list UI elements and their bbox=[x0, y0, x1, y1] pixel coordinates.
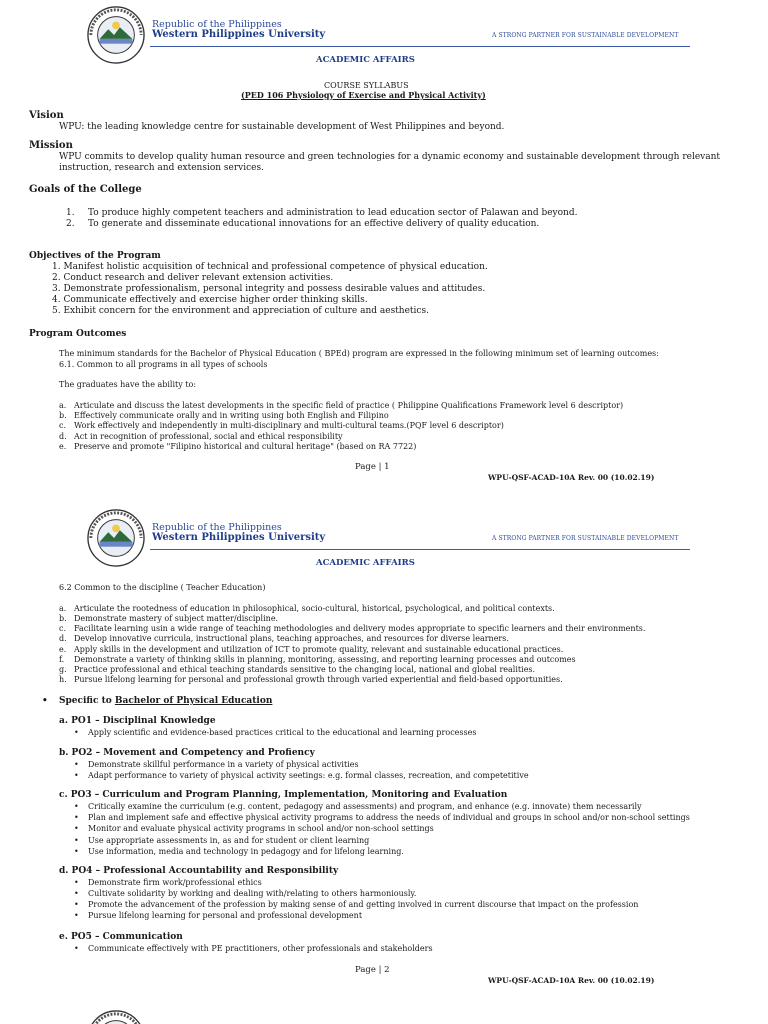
university-name: Western Philippines University bbox=[152, 532, 326, 543]
program-outcomes-heading: Program Outcomes bbox=[29, 329, 127, 339]
po1-heading: a. PO1 – Disciplinal Knowledge bbox=[59, 716, 216, 726]
objective-item: 1. Manifest holistic acquisition of technical and professional competence of physical education. bbox=[52, 262, 488, 272]
mission-heading: Mission bbox=[29, 140, 73, 151]
syllabus-page-1 bbox=[0, 0, 768, 500]
po-item: • Monitor and evaluate physical activity programs in school and/or non-school settings bbox=[88, 824, 434, 833]
document-code: WPU-QSF-ACAD-10A Rev. 00 (10.02.19) bbox=[488, 473, 655, 482]
page-number: Page | 1 bbox=[355, 462, 390, 472]
goal-text: To generate and disseminate educational innovations for an effective delivery of quality education. bbox=[88, 219, 540, 229]
syllabus-page-3-partial bbox=[0, 1000, 768, 1024]
vision-text: WPU: the leading knowledge centre for sustainable development of West Philippines and beyond. bbox=[59, 122, 505, 132]
graduates-ability: The graduates have the ability to: bbox=[59, 380, 197, 389]
university-seal-icon bbox=[87, 509, 145, 567]
po-item: • Use information, media and technology in pedagogy and for lifelong learning. bbox=[88, 847, 404, 856]
discipline-letter: h. bbox=[59, 675, 67, 684]
specific-bpe-heading: • Specific to Bachelor of Physical Education bbox=[42, 696, 273, 706]
ability-letter: a. bbox=[59, 401, 67, 410]
po-item: • Demonstrate skillful performance in a variety of physical activities bbox=[88, 760, 359, 769]
discipline-text: Apply skills in the development and utilization of ICT to promote quality, relevant and sustainable educational practices. bbox=[74, 645, 564, 654]
goal-text: To produce highly competent teachers and administration to lead education sector of Palawan and beyond. bbox=[88, 208, 578, 218]
university-name: Western Philippines University bbox=[152, 29, 326, 40]
discipline-text: Practice professional and ethical teaching standards sensitive to the changing local, national and global realities. bbox=[74, 665, 536, 674]
po-intro: The minimum standards for the Bachelor of Physical Education ( BPEd) program are expressed in the following minimum set of learning outcomes: bbox=[59, 349, 659, 358]
discipline-text: Develop innovative curricula, instructional plans, teaching approaches, and resources for diverse learners. bbox=[74, 634, 509, 643]
academic-affairs-label: ACADEMIC AFFAIRS bbox=[316, 55, 415, 65]
ability-text: Articulate and discuss the latest developments in the specific field of practice ( Philippine Qualifications Framework level 6 descriptor) bbox=[74, 401, 624, 410]
po3-heading: c. PO3 – Curriculum and Program Planning, Implementation, Monitoring and Evaluation bbox=[59, 790, 508, 800]
po-item: • Plan and implement safe and effective physical activity programs to address the needs of individual and groups in school and/or non-school settings bbox=[88, 813, 690, 822]
objective-item: 5. Exhibit concern for the environment and appreciation of culture and aesthetics. bbox=[52, 306, 429, 316]
discipline-letter: f. bbox=[59, 655, 65, 664]
discipline-letter: c. bbox=[59, 624, 67, 633]
course-title: (PED 106 Physiology of Exercise and Physical Activity) bbox=[241, 90, 486, 100]
po-item: • Adapt performance to variety of physical activity seetings: e.g. formal classes, recreation, and competetitive bbox=[88, 771, 529, 780]
po-item: • Cultivate solidarity by working and dealing with/relating to others harmoniously. bbox=[88, 889, 416, 898]
objective-item: 3. Demonstrate professionalism, personal integrity and possess desirable values and attitudes. bbox=[52, 284, 486, 294]
republic-label: Republic of the Philippines bbox=[152, 19, 282, 30]
discipline-heading: 6.2 Common to the discipline ( Teacher Education) bbox=[59, 583, 266, 592]
po-item: • Promote the advancement of the profession by making sense of and getting involved in current discourse that impact on the profession bbox=[88, 900, 638, 909]
po-item: • Demonstrate firm work/professional ethics bbox=[88, 878, 262, 887]
po4-heading: d. PO4 – Professional Accountability and Responsibility bbox=[59, 866, 339, 876]
mission-text-2: instruction, research and extension services. bbox=[59, 163, 264, 173]
po-item: • Apply scientific and evidence-based practices critical to the educational and learning processes bbox=[88, 728, 476, 737]
discipline-letter: b. bbox=[59, 614, 67, 623]
goal-number: 2. bbox=[66, 219, 75, 229]
ability-letter: d. bbox=[59, 432, 67, 441]
po-common-programs: 6.1. Common to all programs in all types of schools bbox=[59, 360, 268, 369]
partner-tagline: A STRONG PARTNER FOR SUSTAINABLE DEVELOPMENT bbox=[492, 32, 679, 39]
discipline-text: Pursue lifelong learning for personal and professional growth through varied experiential and field-based opportunities. bbox=[74, 675, 563, 684]
vision-heading: Vision bbox=[29, 110, 64, 121]
po5-heading: e. PO5 – Communication bbox=[59, 932, 183, 942]
po-item: • Critically examine the curriculum (e.g. content, pedagogy and assessments) and program, and enhance (e.g. innovate) them necessarily bbox=[88, 802, 642, 811]
syllabus-page-2 bbox=[0, 503, 768, 1000]
academic-affairs-label: ACADEMIC AFFAIRS bbox=[316, 558, 415, 568]
discipline-letter: e. bbox=[59, 645, 67, 654]
course-syllabus-label: COURSE SYLLABUS bbox=[324, 81, 409, 90]
partner-tagline: A STRONG PARTNER FOR SUSTAINABLE DEVELOPMENT bbox=[492, 535, 679, 542]
ability-text: Act in recognition of professional, social and ethical responsibility bbox=[74, 432, 343, 441]
discipline-letter: d. bbox=[59, 634, 67, 643]
discipline-text: Demonstrate mastery of subject matter/discipline. bbox=[74, 614, 279, 623]
page-number: Page | 2 bbox=[355, 965, 390, 975]
ability-text: Preserve and promote "Filipino historical and cultural heritage" (based on RA 7722) bbox=[74, 442, 417, 451]
ability-text: Work effectively and independently in multi-disciplinary and multi-cultural teams.(PQF level 6 descriptor) bbox=[74, 421, 504, 430]
ability-letter: b. bbox=[59, 411, 67, 420]
discipline-text: Articulate the rootedness of education in philosophical, socio-cultural, historical, psychological, and political contexts. bbox=[74, 604, 555, 613]
po-item: • Communicate effectively with PE practitioners, other professionals and stakeholders bbox=[88, 944, 433, 953]
ability-text: Effectively communicate orally and in writing using both English and Filipino bbox=[74, 411, 389, 420]
goals-heading: Goals of the College bbox=[29, 184, 142, 195]
ability-letter: c. bbox=[59, 421, 67, 430]
objective-item: 4. Communicate effectively and exercise higher order thinking skills. bbox=[52, 295, 368, 305]
mission-text-1: WPU commits to develop quality human resource and green technologies for a dynamic economy and sustainable development through relevant bbox=[59, 152, 721, 162]
university-seal-icon bbox=[87, 6, 145, 64]
discipline-text: Demonstrate a variety of thinking skills in planning, monitoring, assessing, and reporting learning processes and outcomes bbox=[74, 655, 576, 664]
objective-item: 2. Conduct research and deliver relevant extension activities. bbox=[52, 273, 334, 283]
discipline-text: Facilitate learning usin a wide range of teaching methodologies and delivery modes appropriate to specific learners and their environments. bbox=[74, 624, 646, 633]
republic-label: Republic of the Philippines bbox=[152, 522, 282, 533]
ability-letter: e. bbox=[59, 442, 67, 451]
header-divider bbox=[150, 549, 690, 550]
discipline-letter: g. bbox=[59, 665, 67, 674]
objectives-heading: Objectives of the Program bbox=[29, 251, 161, 261]
po2-heading: b. PO2 – Movement and Competency and Profiency bbox=[59, 748, 315, 758]
document-code: WPU-QSF-ACAD-10A Rev. 00 (10.02.19) bbox=[488, 976, 655, 985]
discipline-letter: a. bbox=[59, 604, 67, 613]
goal-number: 1. bbox=[66, 208, 75, 218]
university-seal-icon bbox=[87, 1010, 145, 1024]
po-item: • Pursue lifelong learning for personal and professional development bbox=[88, 911, 362, 920]
po-item: • Use appropriate assessments in, as and for student or client learning bbox=[88, 836, 369, 845]
header-divider bbox=[150, 46, 690, 47]
